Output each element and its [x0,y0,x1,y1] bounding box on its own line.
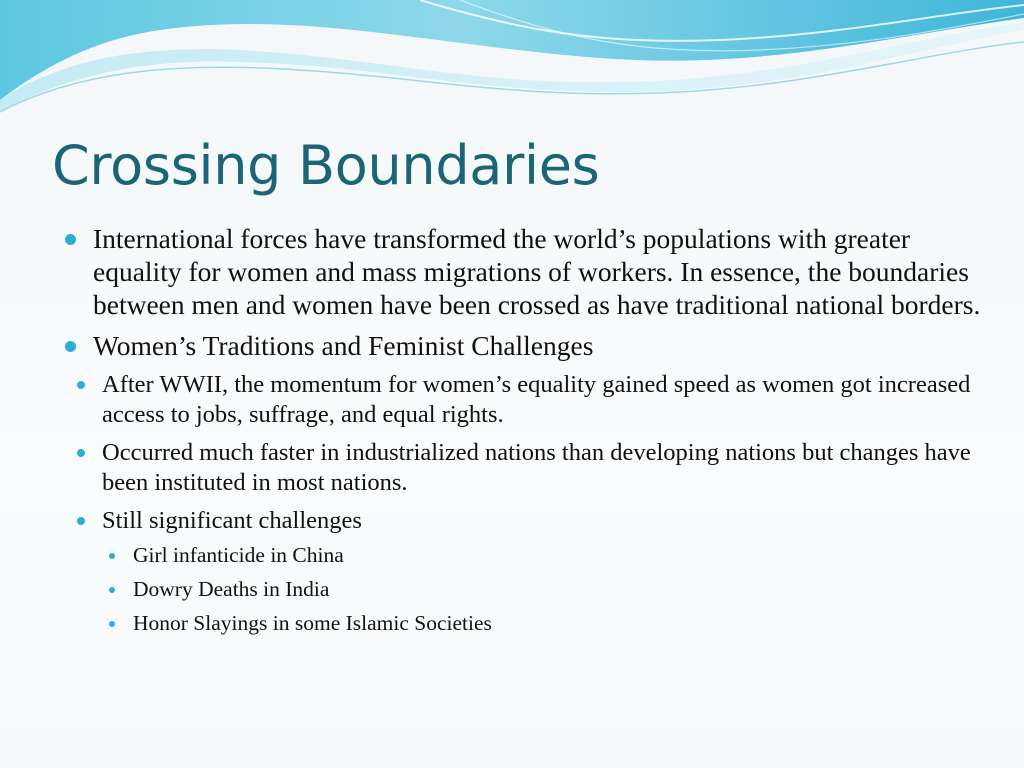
bullet-text: International forces have transformed the world’s populations with greater equality for women and mass migrations of workers. In essence, the boundaries between men and women have been crossed as have traditional national borders. [93,223,981,320]
sub-bullet-text: Occurred much faster in industrialized nations than developing nations but changes have been instituted in most nations. [102,439,971,496]
slide-title: Crossing Boundaries [52,134,600,197]
bullet-dot-icon [109,553,115,559]
bullet-item [62,329,982,362]
bullet-list [62,222,982,362]
sub-sub-bullet-text: Honor Slayings in some Islamic Societies [133,611,492,635]
bullet-dot-icon [77,381,85,389]
sub-bullet-item [62,438,982,498]
sub-sub-bullet-item [102,542,982,568]
sub-bullet-text: Still significant challenges [102,507,362,534]
sub-sub-bullet-list [102,542,982,636]
bullet-dot-icon [65,234,76,245]
sub-bullet-text: After WWII, the momentum for women’s equality gained speed as women got increased access to jobs, suffrage, and equal rights. [102,371,971,428]
bullet-item [62,222,982,321]
header-wave-decoration [0,0,1024,130]
bullet-dot-icon [65,341,76,352]
bullet-dot-icon [77,449,85,457]
sub-sub-bullet-text: Dowry Deaths in India [133,577,330,601]
bullet-dot-icon [109,621,115,627]
sub-bullet-item [62,506,982,636]
bullet-dot-icon [109,587,115,593]
sub-sub-bullet-item [102,576,982,602]
bullet-text: Women’s Traditions and Feminist Challenges [93,330,594,361]
sub-sub-bullet-item [102,610,982,636]
bullet-dot-icon [77,517,85,525]
slide-content [62,222,982,644]
sub-bullet-list [31,370,982,636]
sub-sub-bullet-text: Girl infanticide in China [133,543,344,567]
sub-bullet-item [62,370,982,430]
